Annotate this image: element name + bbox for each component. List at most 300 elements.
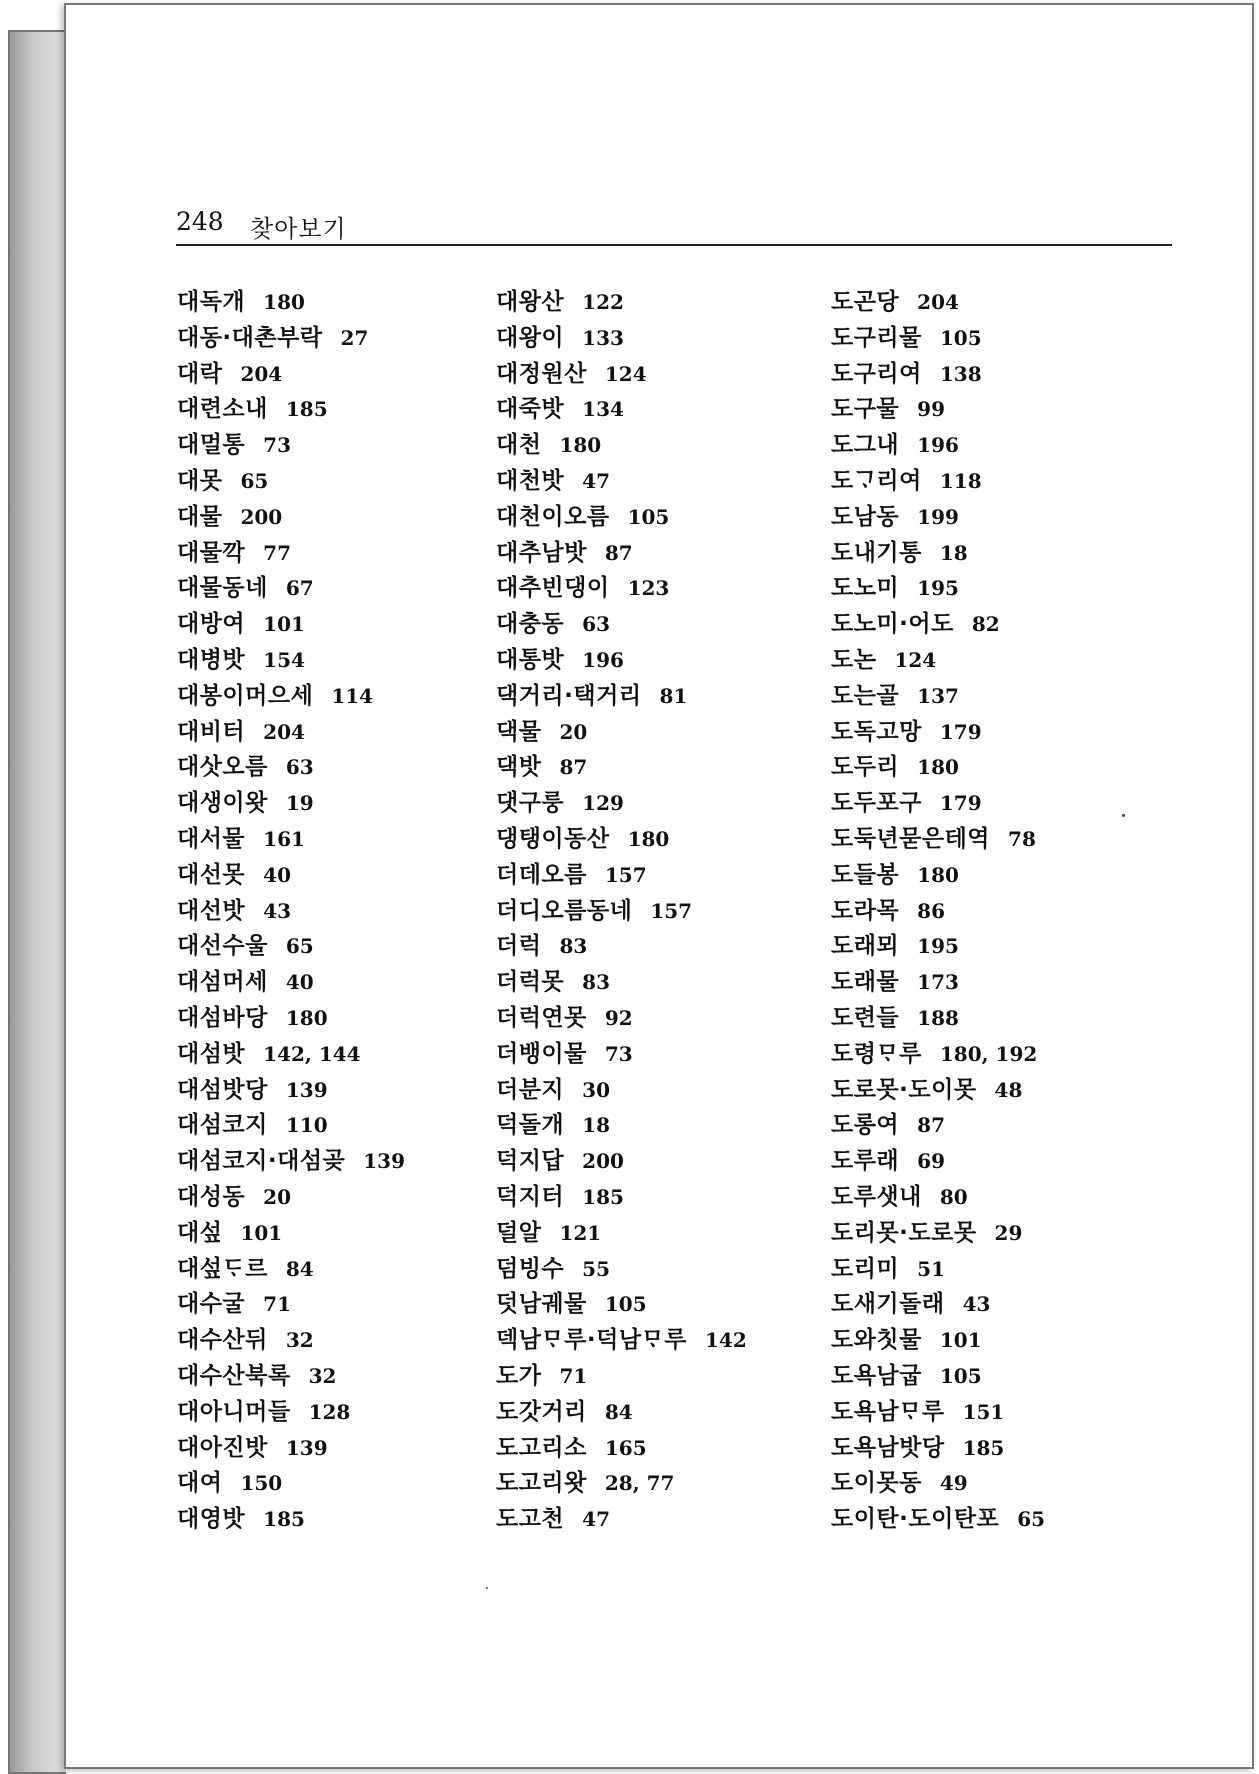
index-entry [496, 1395, 747, 1431]
index-page-numbers: 105 [604, 1292, 647, 1317]
index-page-numbers: 196 [917, 433, 959, 458]
index-entry [177, 1216, 405, 1252]
index-entry [177, 1252, 405, 1288]
index-term: 덱남ᄆᆞ루·덕남ᄆᆞ루 [496, 1327, 687, 1354]
index-entry [177, 822, 405, 858]
index-term: 대선수울 [177, 933, 268, 960]
index-entry [831, 1359, 1045, 1395]
index-term: 대왕산 [496, 289, 565, 315]
index-entry [831, 500, 1045, 536]
index-entry [496, 1287, 747, 1323]
index-term: 더럭 [496, 933, 542, 960]
index-entry [496, 1502, 747, 1538]
index-page-numbers: 87 [604, 540, 633, 565]
index-page-numbers: 81 [659, 683, 688, 708]
index-page-numbers: 139 [285, 1435, 328, 1460]
index-page-numbers: 196 [582, 647, 624, 672]
index-term: 더럭연못 [496, 1004, 587, 1031]
index-page-numbers: 65 [285, 934, 314, 959]
index-entry [831, 392, 1045, 428]
index-page-numbers: 77 [263, 540, 291, 565]
index-page-numbers: 69 [917, 1149, 945, 1174]
index-term: 대섶 [177, 1219, 223, 1246]
index-page-numbers: 180 [285, 1005, 328, 1030]
index-entry [496, 1108, 747, 1144]
running-head [176, 205, 1168, 245]
index-term: 도노미 [831, 575, 900, 602]
stray-mark [1122, 814, 1125, 817]
index-term: 대충동 [496, 611, 565, 638]
index-page-numbers: 32 [308, 1363, 337, 1388]
index-term: 대죽밧 [496, 396, 565, 423]
index-term: 도둑년묻은테역 [831, 825, 991, 852]
index-page-numbers: 142, 144 [263, 1041, 361, 1066]
index-term: 대섬코지·대섬곶 [177, 1148, 346, 1175]
index-page-numbers: 185 [962, 1435, 1005, 1460]
index-term: 대천이오름 [496, 503, 610, 530]
index-term: 도리못·도로못 [831, 1219, 977, 1246]
index-entry [496, 357, 747, 393]
index-entry [177, 607, 405, 643]
index-entry [496, 1252, 747, 1288]
index-entry [496, 822, 747, 858]
index-page-numbers: 157 [604, 862, 647, 887]
index-page-numbers: 188 [917, 1005, 959, 1030]
index-entry [831, 894, 1045, 930]
index-term: 대동·대촌부락 [177, 324, 323, 351]
page-number: 248 [176, 207, 224, 236]
index-term: 도고리소 [496, 1434, 587, 1461]
index-term: 대수산뒤 [177, 1327, 268, 1354]
index-term: 대섬밧당 [177, 1076, 268, 1103]
index-page-numbers: 28, 77 [604, 1471, 675, 1496]
index-page-numbers: 84 [285, 1256, 314, 1281]
index-page-numbers: 87 [559, 755, 588, 780]
index-entry [831, 536, 1045, 572]
index-page-numbers: 30 [582, 1077, 610, 1102]
index-entry [831, 1466, 1045, 1502]
index-page-numbers: 105 [939, 1363, 982, 1388]
index-entry [177, 1466, 405, 1502]
index-entry [177, 643, 405, 679]
index-page-numbers: 43 [263, 898, 291, 923]
index-term: 도들봉 [831, 861, 900, 888]
index-entry [496, 428, 747, 464]
index-term: 대여 [177, 1470, 223, 1497]
index-entry [177, 929, 405, 965]
index-term: 대독개 [177, 289, 246, 315]
index-page-numbers: 65 [240, 468, 269, 493]
index-page-numbers: 18 [582, 1113, 610, 1138]
stray-mark [486, 1587, 488, 1589]
index-page-numbers: 129 [582, 791, 624, 816]
index-term: 대생이왓 [177, 790, 268, 817]
index-term: 댓구룽 [496, 790, 565, 817]
index-page-numbers: 134 [582, 397, 624, 422]
index-entry [496, 321, 747, 357]
index-entry [496, 965, 747, 1001]
index-page-numbers: 173 [917, 970, 959, 995]
index-page-numbers: 139 [285, 1077, 328, 1102]
index-entry [496, 786, 747, 822]
index-entry [177, 679, 405, 715]
index-term: 더럭못 [496, 969, 565, 996]
index-entry [831, 679, 1045, 715]
index-entry [496, 392, 747, 428]
index-page-numbers: 180 [917, 862, 959, 887]
index-entry [831, 464, 1045, 500]
index-term: 도갓거리 [496, 1398, 587, 1425]
index-term: 대비터 [177, 718, 246, 745]
index-term: 대물동네 [177, 575, 268, 602]
index-entry [831, 285, 1045, 321]
index-page-numbers: 180 [917, 755, 959, 780]
index-entry [496, 464, 747, 500]
index-term: 도노미·어도 [831, 611, 954, 638]
index-page-numbers: 20 [263, 1184, 291, 1209]
index-page-numbers: 124 [604, 361, 647, 386]
index-entry [496, 894, 747, 930]
index-page-numbers: 150 [240, 1471, 283, 1496]
index-entry [177, 894, 405, 930]
index-entry [831, 1502, 1045, 1538]
index-term: 도루래 [831, 1148, 900, 1175]
index-page-numbers: 138 [939, 361, 982, 386]
index-term: 대섬머세 [177, 969, 268, 996]
index-term: 도로못·도이못 [831, 1076, 977, 1103]
index-term: 도이탄·도이탄포 [831, 1506, 1000, 1533]
index-entry [177, 1287, 405, 1323]
index-entry [496, 607, 747, 643]
index-entry [831, 428, 1045, 464]
index-page-numbers: 83 [559, 934, 588, 959]
index-page-numbers: 161 [263, 826, 305, 851]
index-entry [496, 500, 747, 536]
index-term: 대삿오름 [177, 754, 268, 781]
index-page-numbers: 118 [939, 468, 982, 493]
index-page-numbers: 114 [331, 683, 374, 708]
index-term: 도구물 [831, 396, 900, 423]
index-page-numbers: 179 [939, 791, 982, 816]
index-entry [496, 1359, 747, 1395]
index-entry [177, 1359, 405, 1395]
index-term: 대서물 [177, 825, 246, 852]
index-term: 도욕남밧당 [831, 1434, 945, 1461]
index-entry [177, 1108, 405, 1144]
index-page-numbers: 101 [240, 1220, 283, 1245]
index-entry [831, 1287, 1045, 1323]
index-term: 대영밧 [177, 1506, 246, 1533]
index-page-numbers: 157 [650, 898, 693, 923]
index-entry [177, 1001, 405, 1037]
index-term: 도욕남굽 [831, 1362, 922, 1389]
index-page-numbers: 151 [962, 1399, 1005, 1424]
index-page-numbers: 121 [559, 1220, 602, 1245]
index-term: 덕지답 [496, 1148, 565, 1175]
index-entry [831, 929, 1045, 965]
index-entry [177, 1180, 405, 1216]
index-term: 대락 [177, 360, 223, 387]
index-term: 대섶ᄃᆞ르 [177, 1255, 268, 1282]
index-term: 대천 [496, 432, 542, 459]
index-page-numbers: 29 [994, 1220, 1023, 1245]
index-page-numbers: 142 [704, 1328, 747, 1353]
index-page-numbers: 204 [263, 719, 305, 744]
index-entry [831, 1431, 1045, 1467]
index-entry [831, 1144, 1045, 1180]
index-term: 도령ᄆᆞ루 [831, 1040, 922, 1067]
index-term: 도롱여 [831, 1112, 900, 1139]
index-entry [831, 1001, 1045, 1037]
index-page-numbers: 40 [263, 862, 291, 887]
index-entry [496, 285, 747, 321]
index-entry [177, 965, 405, 1001]
index-page-numbers: 47 [582, 468, 610, 493]
index-entry [831, 357, 1045, 393]
index-page-numbers: 180 [263, 290, 305, 314]
index-page-numbers: 87 [917, 1113, 945, 1138]
index-entry [177, 428, 405, 464]
index-term: 더데오름 [496, 861, 587, 888]
index-term: 도고천 [496, 1506, 565, 1533]
index-page-numbers: 73 [604, 1041, 633, 1066]
index-page-numbers: 154 [263, 647, 305, 672]
index-term: 도남동 [831, 503, 900, 530]
index-page-numbers: 49 [939, 1471, 968, 1496]
index-term: 대섬코지 [177, 1112, 268, 1139]
index-entry [496, 1216, 747, 1252]
index-page-numbers: 101 [939, 1328, 982, 1353]
index-term: 도리미 [831, 1255, 900, 1282]
index-page-numbers: 47 [582, 1507, 610, 1532]
index-page-numbers: 43 [962, 1292, 991, 1317]
index-term: 대통밧 [496, 646, 565, 673]
index-entry [831, 715, 1045, 751]
index-page-numbers: 101 [263, 612, 305, 637]
index-term: 도논 [831, 646, 877, 673]
index-entry [177, 715, 405, 751]
header-rule [176, 244, 1172, 246]
index-page-numbers: 51 [917, 1256, 945, 1281]
index-term: 도이못동 [831, 1470, 922, 1497]
index-term: 대아니머들 [177, 1398, 291, 1425]
index-entry [177, 464, 405, 500]
index-term: 댁물 [496, 718, 542, 745]
index-term: 대못 [177, 467, 223, 494]
index-page-numbers: 63 [285, 755, 314, 780]
index-page-numbers: 65 [1017, 1507, 1046, 1532]
index-page-numbers: 180 [559, 433, 602, 458]
index-page-numbers: 133 [582, 325, 624, 350]
index-term: 대방여 [177, 611, 246, 638]
index-term: 도새기돌래 [831, 1291, 945, 1318]
index-entry [496, 643, 747, 679]
index-page-numbers: 48 [994, 1077, 1023, 1102]
index-term: 대선밧 [177, 897, 246, 924]
index-page-numbers: 82 [971, 612, 1000, 637]
page-title: 찾아보기 [250, 215, 347, 243]
index-page-numbers: 84 [604, 1399, 633, 1424]
index-entry [831, 1108, 1045, 1144]
index-term: 덧남궤물 [496, 1291, 587, 1318]
index-term: 대정원산 [496, 360, 587, 387]
index-entry [831, 1073, 1045, 1109]
index-term: 대천밧 [496, 467, 565, 494]
index-entry [831, 858, 1045, 894]
index-entry [496, 1431, 747, 1467]
index-term: 도그내 [831, 432, 900, 459]
index-page-numbers: 122 [582, 290, 624, 314]
index-page-numbers: 185 [285, 397, 328, 422]
index-entry [496, 715, 747, 751]
index-entry [177, 1431, 405, 1467]
index-term: 도구리물 [831, 324, 922, 351]
index-term: 도라목 [831, 897, 900, 924]
index-page-numbers: 179 [939, 719, 982, 744]
index-term: 대병밧 [177, 646, 246, 673]
index-page-numbers: 195 [917, 934, 959, 959]
index-entry [177, 786, 405, 822]
index-page-numbers: 99 [917, 397, 945, 422]
index-entry [177, 571, 405, 607]
index-entry [177, 858, 405, 894]
index-entry [831, 822, 1045, 858]
index-entry [496, 1323, 747, 1359]
index-entry [177, 1037, 405, 1073]
index-entry [496, 1037, 747, 1073]
index-term: 도고리왓 [496, 1470, 587, 1497]
index-term: 덕지터 [496, 1183, 565, 1210]
index-term: 대추빈댕이 [496, 575, 610, 602]
index-page-numbers: 63 [582, 612, 610, 637]
index-term: 도련들 [831, 1004, 900, 1031]
index-entry [831, 1216, 1045, 1252]
index-page-numbers: 105 [627, 504, 670, 529]
index-term: 대왕이 [496, 324, 565, 351]
index-entry [177, 285, 405, 321]
index-term: 도구리여 [831, 360, 922, 387]
index-term: 대수굴 [177, 1291, 246, 1318]
index-term: 도내기통 [831, 539, 922, 566]
index-entry [496, 1001, 747, 1037]
index-entry [177, 536, 405, 572]
index-page-numbers: 204 [240, 361, 283, 386]
index-page-numbers: 185 [582, 1184, 624, 1209]
index-term: 더뱅이물 [496, 1040, 587, 1067]
index-page-numbers: 67 [285, 576, 314, 601]
index-term: 대물 [177, 503, 223, 530]
index-page-numbers: 180, 192 [939, 1041, 1038, 1066]
index-entry [496, 929, 747, 965]
index-page-numbers: 123 [627, 576, 670, 601]
index-entry [831, 1323, 1045, 1359]
index-term: 도루샛내 [831, 1183, 922, 1210]
index-page-numbers: 19 [285, 791, 314, 816]
index-term: 덜알 [496, 1219, 542, 1246]
index-term: 대추남밧 [496, 539, 587, 566]
index-page-numbers: 200 [240, 504, 283, 529]
index-page-numbers: 199 [917, 504, 959, 529]
index-page-numbers: 55 [582, 1256, 610, 1281]
index-term: 도ᄀᆞ리여 [831, 467, 922, 494]
index-page-numbers: 40 [285, 970, 314, 995]
index-term: 대섬밧 [177, 1040, 246, 1067]
index-page-numbers: 195 [917, 576, 959, 601]
index-term: 도는골 [831, 682, 900, 709]
index-entry [177, 1395, 405, 1431]
index-page-numbers: 71 [263, 1292, 291, 1317]
index-page-numbers: 200 [582, 1149, 624, 1174]
index-entry [496, 571, 747, 607]
index-entry [177, 1323, 405, 1359]
index-term: 도두포구 [831, 790, 922, 817]
index-entry [177, 321, 405, 357]
index-page-numbers: 124 [894, 647, 937, 672]
index-term: 도와칫물 [831, 1327, 922, 1354]
index-term: 도두리 [831, 754, 900, 781]
index-page-numbers: 86 [917, 898, 945, 923]
index-page-numbers: 137 [917, 683, 959, 708]
index-page-numbers: 204 [917, 290, 959, 314]
index-page-numbers: 185 [263, 1507, 305, 1532]
index-term: 도래물 [831, 969, 900, 996]
book-page-edges [8, 30, 66, 1774]
index-entry [831, 607, 1045, 643]
index-entry [177, 500, 405, 536]
index-entry [831, 1037, 1045, 1073]
index-term: 대아진밧 [177, 1434, 268, 1461]
index-term: 댕탱이동산 [496, 825, 610, 852]
index-page-numbers: 128 [308, 1399, 351, 1424]
index-entry [831, 1252, 1045, 1288]
index-term: 도욕남ᄆᆞ루 [831, 1398, 945, 1425]
index-entry [496, 1144, 747, 1180]
index-page-numbers: 18 [939, 540, 968, 565]
index-page-numbers: 80 [939, 1184, 968, 1209]
index-page-numbers: 71 [559, 1363, 588, 1388]
index-entry [496, 679, 747, 715]
index-entry [496, 858, 747, 894]
index-page-numbers: 83 [582, 970, 610, 995]
index-term: 더디오름동네 [496, 897, 633, 924]
index-column-2 [496, 285, 747, 1538]
index-term: 대수산북록 [177, 1362, 291, 1389]
index-term: 대멀통 [177, 432, 246, 459]
index-entry [831, 571, 1045, 607]
index-entry [831, 1180, 1045, 1216]
index-term: 도래뫼 [831, 933, 900, 960]
index-entry [831, 786, 1045, 822]
index-term: 대련소내 [177, 396, 268, 423]
index-term: 더분지 [496, 1076, 565, 1103]
index-entry [831, 321, 1045, 357]
index-page-numbers: 78 [1008, 826, 1036, 851]
index-term: 대성동 [177, 1183, 246, 1210]
index-term: 도곤당 [831, 289, 900, 315]
index-term: 대선못 [177, 861, 246, 888]
index-entry [177, 392, 405, 428]
index-entry [831, 643, 1045, 679]
index-page-numbers: 20 [559, 719, 588, 744]
index-page-numbers: 105 [939, 325, 982, 350]
index-entry [177, 1073, 405, 1109]
index-term: 대물깍 [177, 539, 246, 566]
index-page-numbers: 110 [285, 1113, 328, 1138]
index-entry [496, 1466, 747, 1502]
index-entry [831, 965, 1045, 1001]
index-page-numbers: 92 [604, 1005, 633, 1030]
index-column-3 [831, 285, 1045, 1538]
